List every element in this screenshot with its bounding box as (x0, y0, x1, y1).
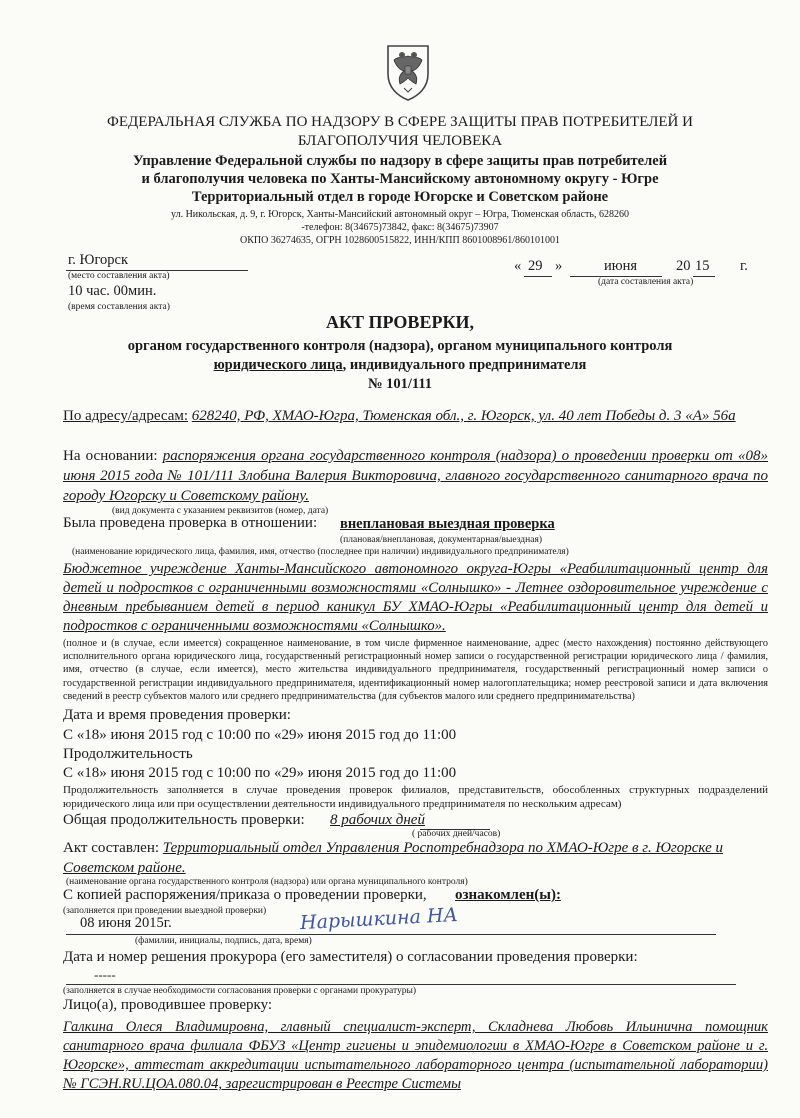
inspection-value: внеплановая выездная проверка (340, 516, 555, 532)
act-subtitle-2 (0, 357, 800, 374)
inspectors-value: Галкина Олеся Владимировна, главный специалист-эксперт, Складнева Любовь Ильинична помощник санитарного врача филиала ФБУЗ «Центр гигиены и эпидемиологии в ХМАО-Югре в Советском районе и г. Югорске», аттестат аккредитации испытательного лабораторного центра (испытательной лаборатории) № ГСЭН.RU.ЦОА.080.04, зарегистрирован в Реестре Системы (63, 1019, 768, 1092)
prosecutor-caption: (заполняется в случае необходимости согласования проверки с органами прокуратуры) (63, 986, 417, 996)
date-year-suffix: 15 (695, 258, 710, 274)
datetime-label: Дата и время проведения проверки: (63, 707, 291, 723)
dept-line-1: Управление Федеральной службы по надзору в сфере защиты прав потребителей (132, 153, 668, 169)
dept-line-3: Территориальный отдел в городе Югорске и Советском районе (191, 189, 609, 205)
copy-date: 08 июня 2015г. (80, 915, 172, 931)
dept-line-2: и благополучия человека по Ханты-Мансийскому автономному округу - Югре (141, 171, 659, 187)
signature: Нарышкина НА (299, 903, 459, 935)
total-value: 8 рабочих дней (330, 812, 425, 828)
act-place: г. Югорск (68, 252, 129, 268)
date-caption: (дата составления акта) (598, 277, 694, 287)
address-paragraph (63, 406, 768, 426)
prosecutor-value: ----- (94, 967, 116, 982)
basis-caption: (вид документа с указанием реквизитов (номер, дата) (112, 506, 329, 516)
act-time-caption: (время составления акта) (68, 302, 170, 312)
inspectors-paragraph (63, 1018, 768, 1094)
act-subtitle-1: органом государственного контроля (надзора), органом муниципального контроля (127, 338, 673, 354)
coat-of-arms-emblem (384, 44, 432, 102)
composed-paragraph (63, 838, 768, 878)
act-number: № 101/111 (367, 376, 433, 392)
basis-value: распоряжения органа государственного контроля (надзора) о проведении проверки от «08» июня 2015 года № 101/111 Злобина Валерия Викторовича, главного государственного санитарного врача по городу Югорску и Советскому району. (63, 448, 768, 504)
act-title: АКТ ПРОВЕРКИ, (325, 312, 474, 332)
subtitle-underlined: юридического лица (213, 357, 343, 373)
composed-caption: (наименование органа государственного контроля (надзора) или органа муниципального контроля) (66, 877, 468, 887)
entity-caption: (наименование юридического лица, фамилия, имя, отчество (последнее при наличии) индивидуального предпринимателя) (72, 547, 569, 557)
total-caption: ( рабочих дней/часов) (412, 829, 501, 839)
agency-line-1: ФЕДЕРАЛЬНАЯ СЛУЖБА ПО НАДЗОРУ В СФЕРЕ ЗАЩИТЫ ПРАВ ПОТРЕБИТЕЛЕЙ И (107, 114, 693, 130)
prosecutor-label: Дата и номер решения прокурора (его заместителя) о согласовании проведения проверки: (63, 949, 638, 965)
entity-value: Бюджетное учреждение Ханты-Мансийского автономного округа-Югры «Реабилитационный центр для детей и подростков с ограниченными возможностями «Солнышко» - Летнее оздоровительное учреждение с дневным пребыванием детей в период каникул БУ ХМАО-Югры «Реабилитационный центр для детей и подростков с ограниченными возможностями «Солнышко». (63, 561, 768, 634)
act-place-caption: (место составления акта) (68, 271, 170, 281)
inspection-label: Была проведена проверка в отношении: (63, 515, 318, 531)
date-year-unit: г. (740, 258, 748, 274)
date-day: 29 (528, 258, 543, 274)
address-line-3: ОКПО 36274635, ОГРН 1028600515822, ИНН/КПП 8601008961/860101001 (240, 235, 560, 246)
date-close-quote: » (555, 258, 563, 274)
basis-label: На основании: (63, 448, 158, 464)
copy-status: ознакомлен(ы): (455, 887, 561, 903)
date-open-quote: « (514, 258, 522, 274)
address-value: 628240, РФ, ХМАО-Югра, Тюменская обл., г. Югорск, ул. 40 лет Победы д. 3 «А» 56а (191, 408, 736, 424)
datetime-value: С «18» июня 2015 год с 10:00 по «29» июня 2015 год до 11:00 (63, 727, 457, 743)
address-label: По адресу/адресам: (63, 408, 189, 424)
act-time: 10 час. 00мин. (68, 283, 157, 299)
duration-value: С «18» июня 2015 год с 10:00 по «29» июня 2015 год до 11:00 (63, 765, 457, 781)
basis-paragraph (63, 446, 768, 506)
date-month: июня (604, 258, 638, 274)
copy-label: С копией распоряжения/приказа о проведении проверки, (63, 887, 427, 903)
inspection-caption: (плановая/внеплановая, документарная/выездная) (340, 535, 542, 545)
inspectors-label: Лицо(а), проводившее проверку: (63, 997, 273, 1013)
composed-label: Акт составлен: (63, 840, 160, 856)
address-line-2: -телефон: 8(34675)73842, факс: 8(34675)73907 (301, 222, 499, 233)
entity-long-caption: (полное и (в случае, если имеется) сокращенное наименование, в том числе фирменное наименование, адрес (место нахождения) постоянно действующего исполнительного органа юридического лица, государственный регистрационный номер записи о государственной регистрации юридического лица / фамилия, имя, отчество (в случае, если имеется), место жительства индивидуального предпринимателя, государственный регистрационный номер записи о государственной регистрации индивидуального предпринимателя, идентификационный номер налогоплательщика; номер реестровой записи и дата включения сведений в реестр субъектов малого или среднего предпринимательства (для субъектов малого или среднего предпринимательства) (63, 638, 768, 702)
date-year-prefix: 20 (676, 258, 691, 274)
duration-label: Продолжительность (63, 746, 193, 762)
duration-note: Продолжительность заполняется в случае проведения проверок филиалов, представительств, обособленных структурных подразделений юридического лица или при осуществлении деятельности индивидуального предпринимателя по нескольким адресам) (63, 784, 768, 810)
sign-caption: (фамилии, инициалы, подпись, дата, время) (135, 936, 312, 946)
total-label: Общая продолжительность проверки: (63, 812, 305, 828)
address-line-1: ул. Никольская, д. 9, г. Югорск, Ханты-Мансийский автономный округ – Югра, Тюменская область, 628260 (171, 209, 629, 220)
composed-value: Территориальный отдел Управления Роспотребнадзора по ХМАО-Югре в г. Югорске и Советском районе. (63, 840, 723, 876)
entity-paragraph (63, 560, 768, 636)
subtitle-rest: , индивидуального предпринимателя (342, 357, 587, 373)
copy-caption: (заполняется при проведении выездной проверки) (63, 906, 267, 916)
agency-line-2: БЛАГОПОЛУЧИЯ ЧЕЛОВЕКА (297, 133, 503, 149)
